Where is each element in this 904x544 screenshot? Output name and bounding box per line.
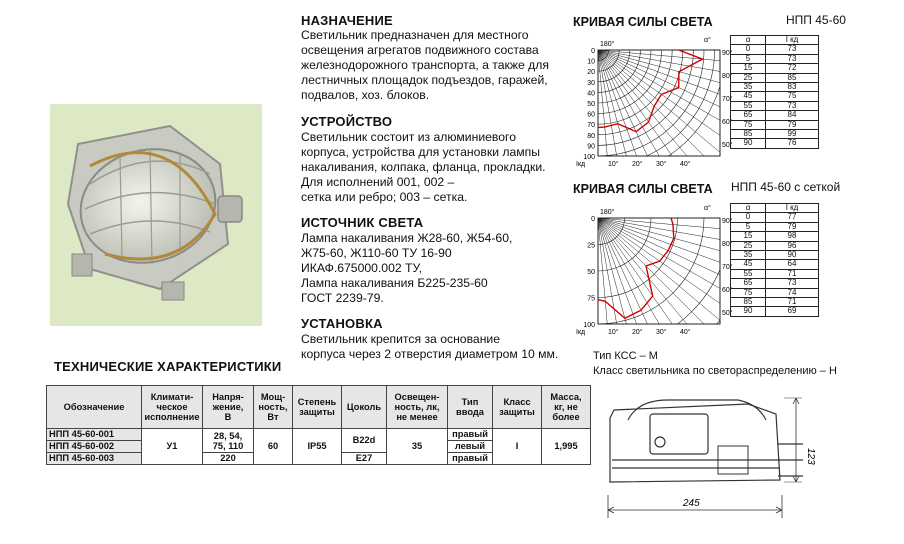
intensity-cell: 98 (766, 232, 819, 241)
alpha-cell: 15 (731, 64, 766, 73)
chart2-title: КРИВАЯ СИЛЫ СВЕТА (573, 182, 713, 196)
y-tick-label: 75 (587, 295, 595, 303)
alpha-cell: 0 (731, 45, 766, 54)
intensity-cell: 73 (766, 279, 819, 288)
y-tick-label: 0 (591, 48, 595, 55)
chart1-table (730, 35, 819, 149)
angle-label: 60° (722, 287, 733, 295)
table-row (731, 307, 819, 316)
angle-label-180: 180° (600, 41, 615, 48)
intensity-cell: 73 (766, 45, 819, 54)
x-tick-label: 40° (680, 329, 691, 336)
alpha-cell: 90 (731, 307, 766, 316)
col-entry: Тип ввода (448, 386, 493, 429)
tech-table (46, 385, 591, 465)
y-tick-label: 80 (587, 132, 595, 140)
chart1-col-alpha: α (731, 36, 766, 45)
alpha-cell: 65 (731, 111, 766, 120)
chart-frame (598, 218, 720, 324)
alpha-symbol: α° (704, 37, 711, 44)
alpha-cell: 75 (731, 288, 766, 297)
alpha-cell: 45 (731, 260, 766, 269)
y-tick-label: 10 (587, 58, 595, 66)
source-text: Лампа накаливания Ж28-60, Ж54-60, Ж75-60, Ж110-60 ТУ 16-90 ИКАФ.675000.002 ТУ, Лампа накаливания Б225-235-60 ГОСТ 2239-79. (301, 231, 513, 305)
chart2-polar (568, 200, 733, 348)
col-power: Мощ- ность, Вт (254, 386, 293, 429)
col-climate: Климати- ческое исполнение (142, 386, 203, 429)
alpha-cell: 55 (731, 269, 766, 278)
table-row (731, 139, 819, 148)
intensity-cell: 90 (766, 251, 819, 260)
cell-voltage-a: 28, 54, 75, 110 (203, 429, 254, 453)
intensity-cell: 74 (766, 288, 819, 297)
intensity-cell: 85 (766, 73, 819, 82)
chart1-polar (568, 32, 733, 180)
y-tick-label: 40 (587, 90, 595, 98)
table-row (731, 232, 819, 241)
alpha-cell: 25 (731, 241, 766, 250)
cell-socket-b: E27 (342, 453, 387, 465)
intensity-cell: 84 (766, 111, 819, 120)
y-tick-label: 70 (587, 122, 595, 130)
design-text: Светильник состоит из алюминиевого корпуса, устройства для установки лампы накаливания, колпака, фланца, прокладки. Для исполнений 001, 002 – сетка или ребро; 003 – сетка. (301, 130, 546, 204)
x-tick-label: 20° (632, 329, 643, 336)
row-entry: правый (448, 429, 493, 441)
angle-label-180: 180° (600, 209, 615, 216)
intensity-cell: 77 (766, 213, 819, 222)
angle-label: 80° (722, 73, 733, 81)
cell-socket-a: B22d (342, 429, 387, 453)
cell-climate: У1 (142, 429, 203, 465)
col-model: Обозначение (47, 386, 142, 429)
angle-label: 70° (722, 96, 733, 104)
alpha-cell: 5 (731, 222, 766, 231)
y-tick-label: 60 (587, 111, 595, 119)
alpha-cell: 0 (731, 213, 766, 222)
angle-label: 80° (722, 241, 733, 249)
alpha-cell: 35 (731, 83, 766, 92)
alpha-cell: 15 (731, 232, 766, 241)
col-mass: Масса, кг, не более (542, 386, 591, 429)
intensity-cell: 72 (766, 64, 819, 73)
chart2-col-alpha: α (731, 204, 766, 213)
col-voltage: Напря- жение, В (203, 386, 254, 429)
y-tick-label: 0 (591, 216, 595, 223)
cell-mass: 1,995 (542, 429, 591, 465)
col-socket: Цоколь (342, 386, 387, 429)
table-row (731, 213, 819, 222)
y-tick-label: 25 (587, 242, 595, 250)
chart2-col-i: I кд (766, 204, 819, 213)
row-entry: левый (448, 441, 493, 453)
x-tick-label: 20° (632, 161, 643, 168)
chart2-model: НПП 45-60 с сеткой (731, 180, 841, 194)
table-row (731, 260, 819, 269)
table-row (47, 429, 591, 441)
housing-outline (610, 404, 780, 482)
row-model: НПП 45-60-002 (47, 441, 142, 453)
table-row (731, 64, 819, 73)
x-unit-label: Iкд (576, 161, 586, 168)
drawing-height-label: 123 (805, 448, 816, 465)
alpha-cell: 75 (731, 120, 766, 129)
table-row (731, 92, 819, 101)
chart2-table (730, 203, 819, 317)
table-row (731, 111, 819, 120)
angle-label: 90° (722, 218, 733, 225)
class-note: Класс светильника по светораспределению – Н (593, 365, 837, 377)
col-ip: Степень защиты (293, 386, 342, 429)
y-tick-label: 100 (583, 154, 595, 161)
x-tick-label: 10° (608, 329, 619, 336)
intensity-cell: 76 (766, 139, 819, 148)
col-class: Класс защиты (493, 386, 542, 429)
y-tick-label: 50 (587, 101, 595, 108)
intensity-cell: 64 (766, 260, 819, 269)
design-title: УСТРОЙСТВО (301, 114, 393, 129)
source-title: ИСТОЧНИК СВЕТА (301, 215, 424, 230)
x-tick-label: 30° (656, 161, 667, 168)
product-photo-frame (50, 104, 262, 326)
technical-drawing (598, 390, 823, 522)
angle-label: 50° (722, 142, 733, 150)
angle-label: 90° (722, 50, 733, 57)
alpha-symbol: α° (704, 205, 711, 212)
angle-label: 50° (722, 310, 733, 318)
table-row (731, 45, 819, 54)
y-tick-label: 100 (583, 322, 595, 329)
intensity-cell: 71 (766, 298, 819, 307)
cell-class: I (493, 429, 542, 465)
intensity-cell: 99 (766, 130, 819, 139)
col-lux: Освещен- ность, лк, не менее (387, 386, 448, 429)
alpha-cell: 85 (731, 130, 766, 139)
angle-label: 70° (722, 264, 733, 272)
x-tick-label: 30° (656, 329, 667, 336)
chart1-col-i: I кд (766, 36, 819, 45)
intensity-cell: 96 (766, 241, 819, 250)
intensity-cell: 79 (766, 222, 819, 231)
chart1-model: НПП 45-60 (786, 13, 846, 27)
angle-label: 60° (722, 119, 733, 127)
cell-power: 60 (254, 429, 293, 465)
intensity-cell: 79 (766, 120, 819, 129)
y-tick-label: 90 (587, 143, 595, 151)
cell-voltage-b: 220 (203, 453, 254, 465)
purpose-title: НАЗНАЧЕНИЕ (301, 13, 393, 28)
intensity-cell: 73 (766, 101, 819, 110)
row-entry: правый (448, 453, 493, 465)
install-text: Светильник крепится за основание корпуса через 2 отверстия диаметром 10 мм. (301, 332, 559, 361)
intensity-cell: 75 (766, 92, 819, 101)
alpha-cell: 65 (731, 279, 766, 288)
x-unit-label: Iкд (576, 329, 586, 336)
cell-lux: 35 (387, 429, 448, 465)
housing-top (628, 400, 766, 420)
kss-type: Тип КСС – М (593, 350, 658, 362)
alpha-cell: 45 (731, 92, 766, 101)
x-tick-label: 10° (608, 161, 619, 168)
intensity-cell: 71 (766, 269, 819, 278)
luminaire-photo (50, 104, 262, 326)
cell-ip: IP55 (293, 429, 342, 465)
intensity-cell: 83 (766, 83, 819, 92)
alpha-cell: 90 (731, 139, 766, 148)
tech-title: ТЕХНИЧЕСКИЕ ХАРАКТЕРИСТИКИ (54, 359, 282, 374)
alpha-cell: 55 (731, 101, 766, 110)
purpose-text: Светильник предназначен для местного освещения агрегатов подвижного состава железнодорожного транспорта, а также для лестничных площадок подъездов, гаражей, подвалов, хоз. блоков. (301, 28, 549, 102)
alpha-cell: 85 (731, 298, 766, 307)
alpha-cell: 35 (731, 251, 766, 260)
intensity-cell: 73 (766, 54, 819, 63)
table-row (731, 279, 819, 288)
y-tick-label: 20 (587, 69, 595, 77)
x-tick-label: 40° (680, 161, 691, 168)
alpha-cell: 25 (731, 73, 766, 82)
drawing-width-label: 245 (683, 498, 700, 509)
alpha-cell: 5 (731, 54, 766, 63)
install-title: УСТАНОВКА (301, 316, 383, 331)
chart1-title: КРИВАЯ СИЛЫ СВЕТА (573, 15, 713, 29)
y-tick-label: 50 (587, 269, 595, 276)
y-tick-label: 30 (587, 79, 595, 87)
row-model: НПП 45-60-003 (47, 453, 142, 465)
intensity-cell: 69 (766, 307, 819, 316)
row-model: НПП 45-60-001 (47, 429, 142, 441)
